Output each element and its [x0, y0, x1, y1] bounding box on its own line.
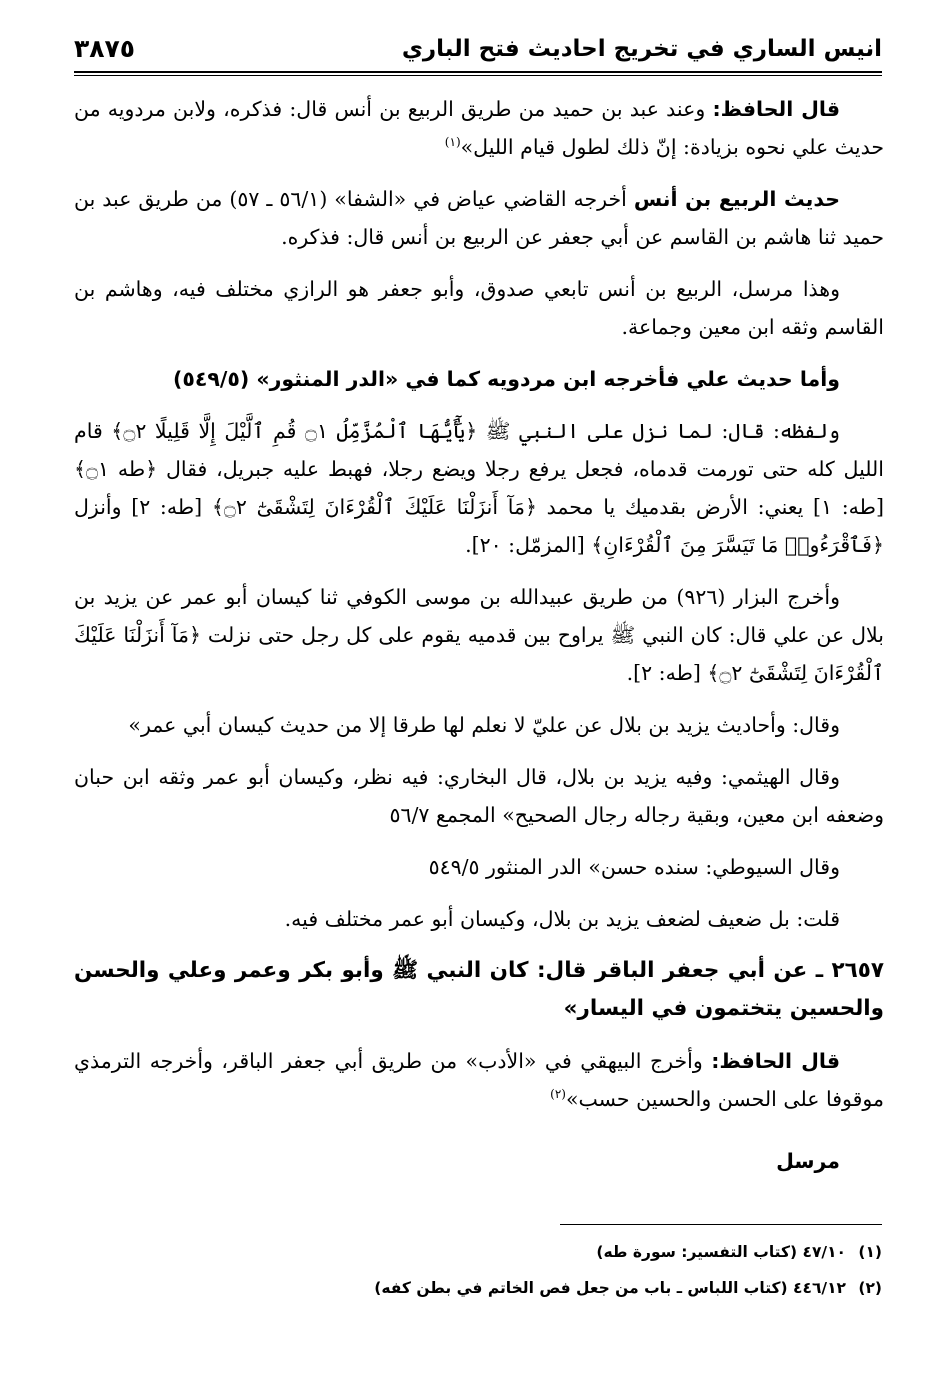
paragraph: [74, 90, 884, 166]
paragraph-text: وأخرج البزار (٩٢٦) من طريق عبيدالله بن موسى الكوفي ثنا كيسان أبو عمر عن يزيد بن بلال عن علي قال: كان النبي ﷺ يراوح بين قدميه يقوم على كل رجل حتى نزلت ﴿مَآ أَنزَلْنَا عَلَيْكَ ٱلْقُرْءَانَ لِتَشْقَىٰٓ ۝٢﴾ [طه: ٢].: [74, 585, 884, 685]
paragraph-text: قلت: بل ضعيف لضعف يزيد بن بلال، وكيسان أبو عمر مختلف فيه.: [284, 907, 840, 931]
paragraph: [74, 706, 884, 744]
paragraph: [74, 412, 884, 564]
paragraph-text: وقال: وأحاديث يزيد بن بلال عن عليّ لا نعلم لها طرقا إلا من حديث كيسان أبي عمر»: [128, 713, 840, 737]
paragraph-lead: قال الحافظ:: [711, 1049, 840, 1073]
footnote-rule: [560, 1224, 882, 1225]
paragraph: [74, 900, 884, 938]
paragraph-text: ولفظه: قال: لما نزل على النبي ﷺ ﴿يَٰٓأَيُّهَا ٱلْمُزَّمِّلُ ۝١ قُمِ ٱلَّيْلَ إِلَّا قَلِيلًا ۝٢﴾ قام الليل كله حتى تورمت قدماه، فجعل يرفع رجلا ويضع رجلا، فهبط عليه جبريل، فقال ﴿طه ۝١﴾ [طه: ١] يعني: الأرض بقدميك يا محمد ﴿مَآ أَنزَلْنَا عَلَيْكَ ٱلْقُرْءَانَ لِتَشْقَىٰٓ ۝٢﴾ [طه: ٢] وأنزل ﴿فَٱقْرَءُوا۟ مَا تَيَسَّرَ مِنَ ٱلْقُرْءَانِ﴾ [المزمّل: ٢٠].: [74, 419, 884, 557]
hadith-number: ٢٦٥٧: [831, 958, 884, 983]
page-header: [74, 30, 882, 76]
paragraph-lead: قال الحافظ:: [712, 97, 840, 121]
footnote-number: (١): [858, 1243, 882, 1261]
paragraph: [74, 578, 884, 692]
main-text: [74, 90, 884, 1194]
footnotes: [74, 1234, 882, 1306]
verdict: مرسل: [776, 1149, 840, 1173]
footnote-ref: (١): [444, 135, 461, 150]
hadith-text: ـ عن أبي جعفر الباقر قال: كان النبي ﷺ وأبو بكر وعمر وعلي والحسن والحسين يتختمون في اليسار»: [74, 958, 884, 1021]
paragraph-text: أخرجه القاضي عياض في «الشفا» (٥٦/١ ـ ٥٧) من طريق عبد بن حميد ثنا هاشم بن القاسم عن أبي جعفر عن الربيع بن أنس قال: فذكره.: [74, 187, 884, 249]
paragraph: [74, 360, 884, 398]
footnote-text: ٤٤٦/١٢ (كتاب اللباس ـ باب من جعل فص الخاتم في بطن كفه): [374, 1279, 846, 1297]
footnote: [74, 1270, 882, 1306]
paragraph-text: فأخرجه ابن مردويه كما في «الدر المنثور» (٥٤٩/٥): [172, 367, 687, 391]
paragraph-text: وهذا مرسل، الربيع بن أنس تابعي صدوق، وأبو جعفر هو الرازي مختلف فيه، وهاشم بن القاسم وثقه ابن معين وجماعة.: [74, 277, 884, 339]
header-rule: [74, 71, 882, 73]
paragraph-text: وقال السيوطي: سنده حسن» الدر المنثور ٥٤٩/٥: [428, 855, 840, 879]
header-rule-thin: [74, 75, 882, 76]
paragraph-text: وقال الهيثمي: وفيه يزيد بن بلال، قال البخاري: فيه نظر، وكيسان أبو عمر وثقه ابن حبان وضعفه ابن معين، وبقية رجاله رجال الصحيح» المجمع ٥٦/٧: [74, 765, 884, 827]
footnote-ref: (٢): [550, 1087, 566, 1102]
paragraph-text: وأخرج البيهقي في «الأدب» من طريق أبي جعفر الباقر، وأخرجه الترمذي موقوفا على الحسن والحسين حسب»: [74, 1049, 884, 1111]
paragraph: [74, 758, 884, 834]
paragraph: [74, 1042, 884, 1118]
footnote-text: ٤٧/١٠ (كتاب التفسير: سورة طه): [596, 1243, 846, 1261]
footnote: [74, 1234, 882, 1270]
paragraph: [74, 848, 884, 886]
page-number: ٣٨٧٥: [74, 34, 136, 63]
paragraph-lead: حديث الربيع بن أنس: [633, 187, 840, 211]
running-title: انيس الساري في تخريج احاديث فتح الباري: [401, 36, 882, 62]
paragraph: [74, 180, 884, 256]
hadith-entry: [74, 952, 884, 1028]
footnote-number: (٢): [858, 1279, 882, 1297]
paragraph: [74, 270, 884, 346]
paragraph-lead: وأما حديث علي: [686, 367, 840, 391]
paragraph-text: وعند عبد بن حميد من طريق الربيع بن أنس قال: فذكره، ولابن مردويه من حديث علي نحوه بزيادة: إنّ ذلك لطول قيام الليل»: [74, 97, 884, 159]
